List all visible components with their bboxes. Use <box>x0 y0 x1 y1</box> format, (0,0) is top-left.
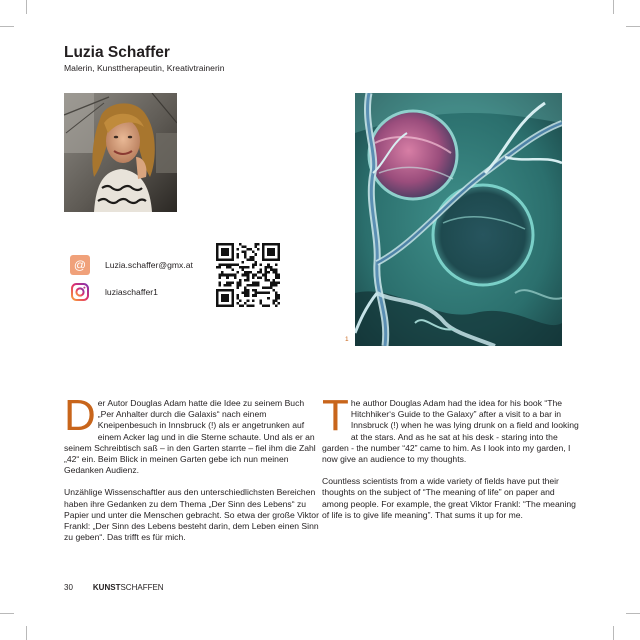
drop-cap: T <box>322 391 349 440</box>
crop-mark <box>26 0 27 14</box>
email-row <box>70 254 193 276</box>
email-address[interactable]: Luzia.schaffer@gmx.at <box>105 260 193 270</box>
english-paragraph-1-text: he author Douglas Adam had the idea for his book “The Hitchhiker‘s Guide to the Galaxy” after a visit to a bar in Innsbruck (!) when he was lying drunk on a field and looking at the stars. And as he sat at his desk - staring into the garden - the number “42” came to him. As I look into my garden, I now give an audience to my thoughts. <box>322 398 579 465</box>
artist-name: Luzia Schaffer <box>64 44 170 61</box>
artwork-painting <box>355 93 562 346</box>
crop-mark <box>626 613 640 614</box>
instagram-icon <box>70 282 90 302</box>
instagram-handle[interactable]: luziaschaffer1 <box>105 287 158 297</box>
page-footer <box>64 583 164 592</box>
english-paragraph-1 <box>322 391 580 465</box>
instagram-row <box>70 281 193 303</box>
article-german-column <box>64 391 322 554</box>
crop-mark <box>613 626 614 640</box>
magazine-name-bold: KUNST <box>92 583 121 592</box>
crop-mark <box>626 26 640 27</box>
contact-block <box>70 254 193 308</box>
english-paragraph-2: Countless scientists from a wide variety of fields have put their thoughts on the subject of “The meaning of life” on paper and among people. For example, the great Viktor Frankl: “The meaning of life is to give life meaning”. That sums it up for me. <box>322 476 576 520</box>
german-paragraph-2: Unzählige Wissenschaftler aus den unterschiedlichsten Bereichen haben ihre Gedanken zu dem Thema „Der Sinn des Lebens“ zu Papier und unter die Menschen gebracht. So etwa der große Viktor Frankl: „Der Sinn des Lebens besteht darin, dem Leben einen Sinn zu geben“. Das trifft es für mich. <box>64 487 319 543</box>
crop-mark <box>26 626 27 640</box>
article-english-column <box>322 391 580 532</box>
crop-mark <box>0 26 14 27</box>
crop-mark <box>0 613 14 614</box>
page-number: 30 <box>64 583 73 592</box>
at-sign-icon: @ <box>70 255 90 275</box>
crop-mark <box>613 0 614 14</box>
figure-number: 1 <box>345 336 349 343</box>
german-paragraph-1-text: er Autor Douglas Adam hatte die Idee zu seinem Buch „Per Anhalter durch die Galaxis“ nach einem Kneipenbesuch in Innsbruck (!) als er angetrunken auf einem Acker lag und in die Sterne schaute. Und als er an seinem Schreibtisch saß – in den Garten starrte – fiel ihm die Zahl „42“ ein. Beim Blick in meinen Garten gebe ich nun meinen Gedanken Audienz. <box>64 398 316 476</box>
drop-cap: D <box>64 391 96 440</box>
magazine-name-regular: SCHAFFEN <box>120 583 164 592</box>
artist-profession: Malerin, Kunsttherapeutin, Kreativtrainerin <box>64 63 225 73</box>
qr-code[interactable] <box>216 243 280 307</box>
artist-portrait <box>64 93 177 212</box>
german-paragraph-1 <box>64 391 322 476</box>
